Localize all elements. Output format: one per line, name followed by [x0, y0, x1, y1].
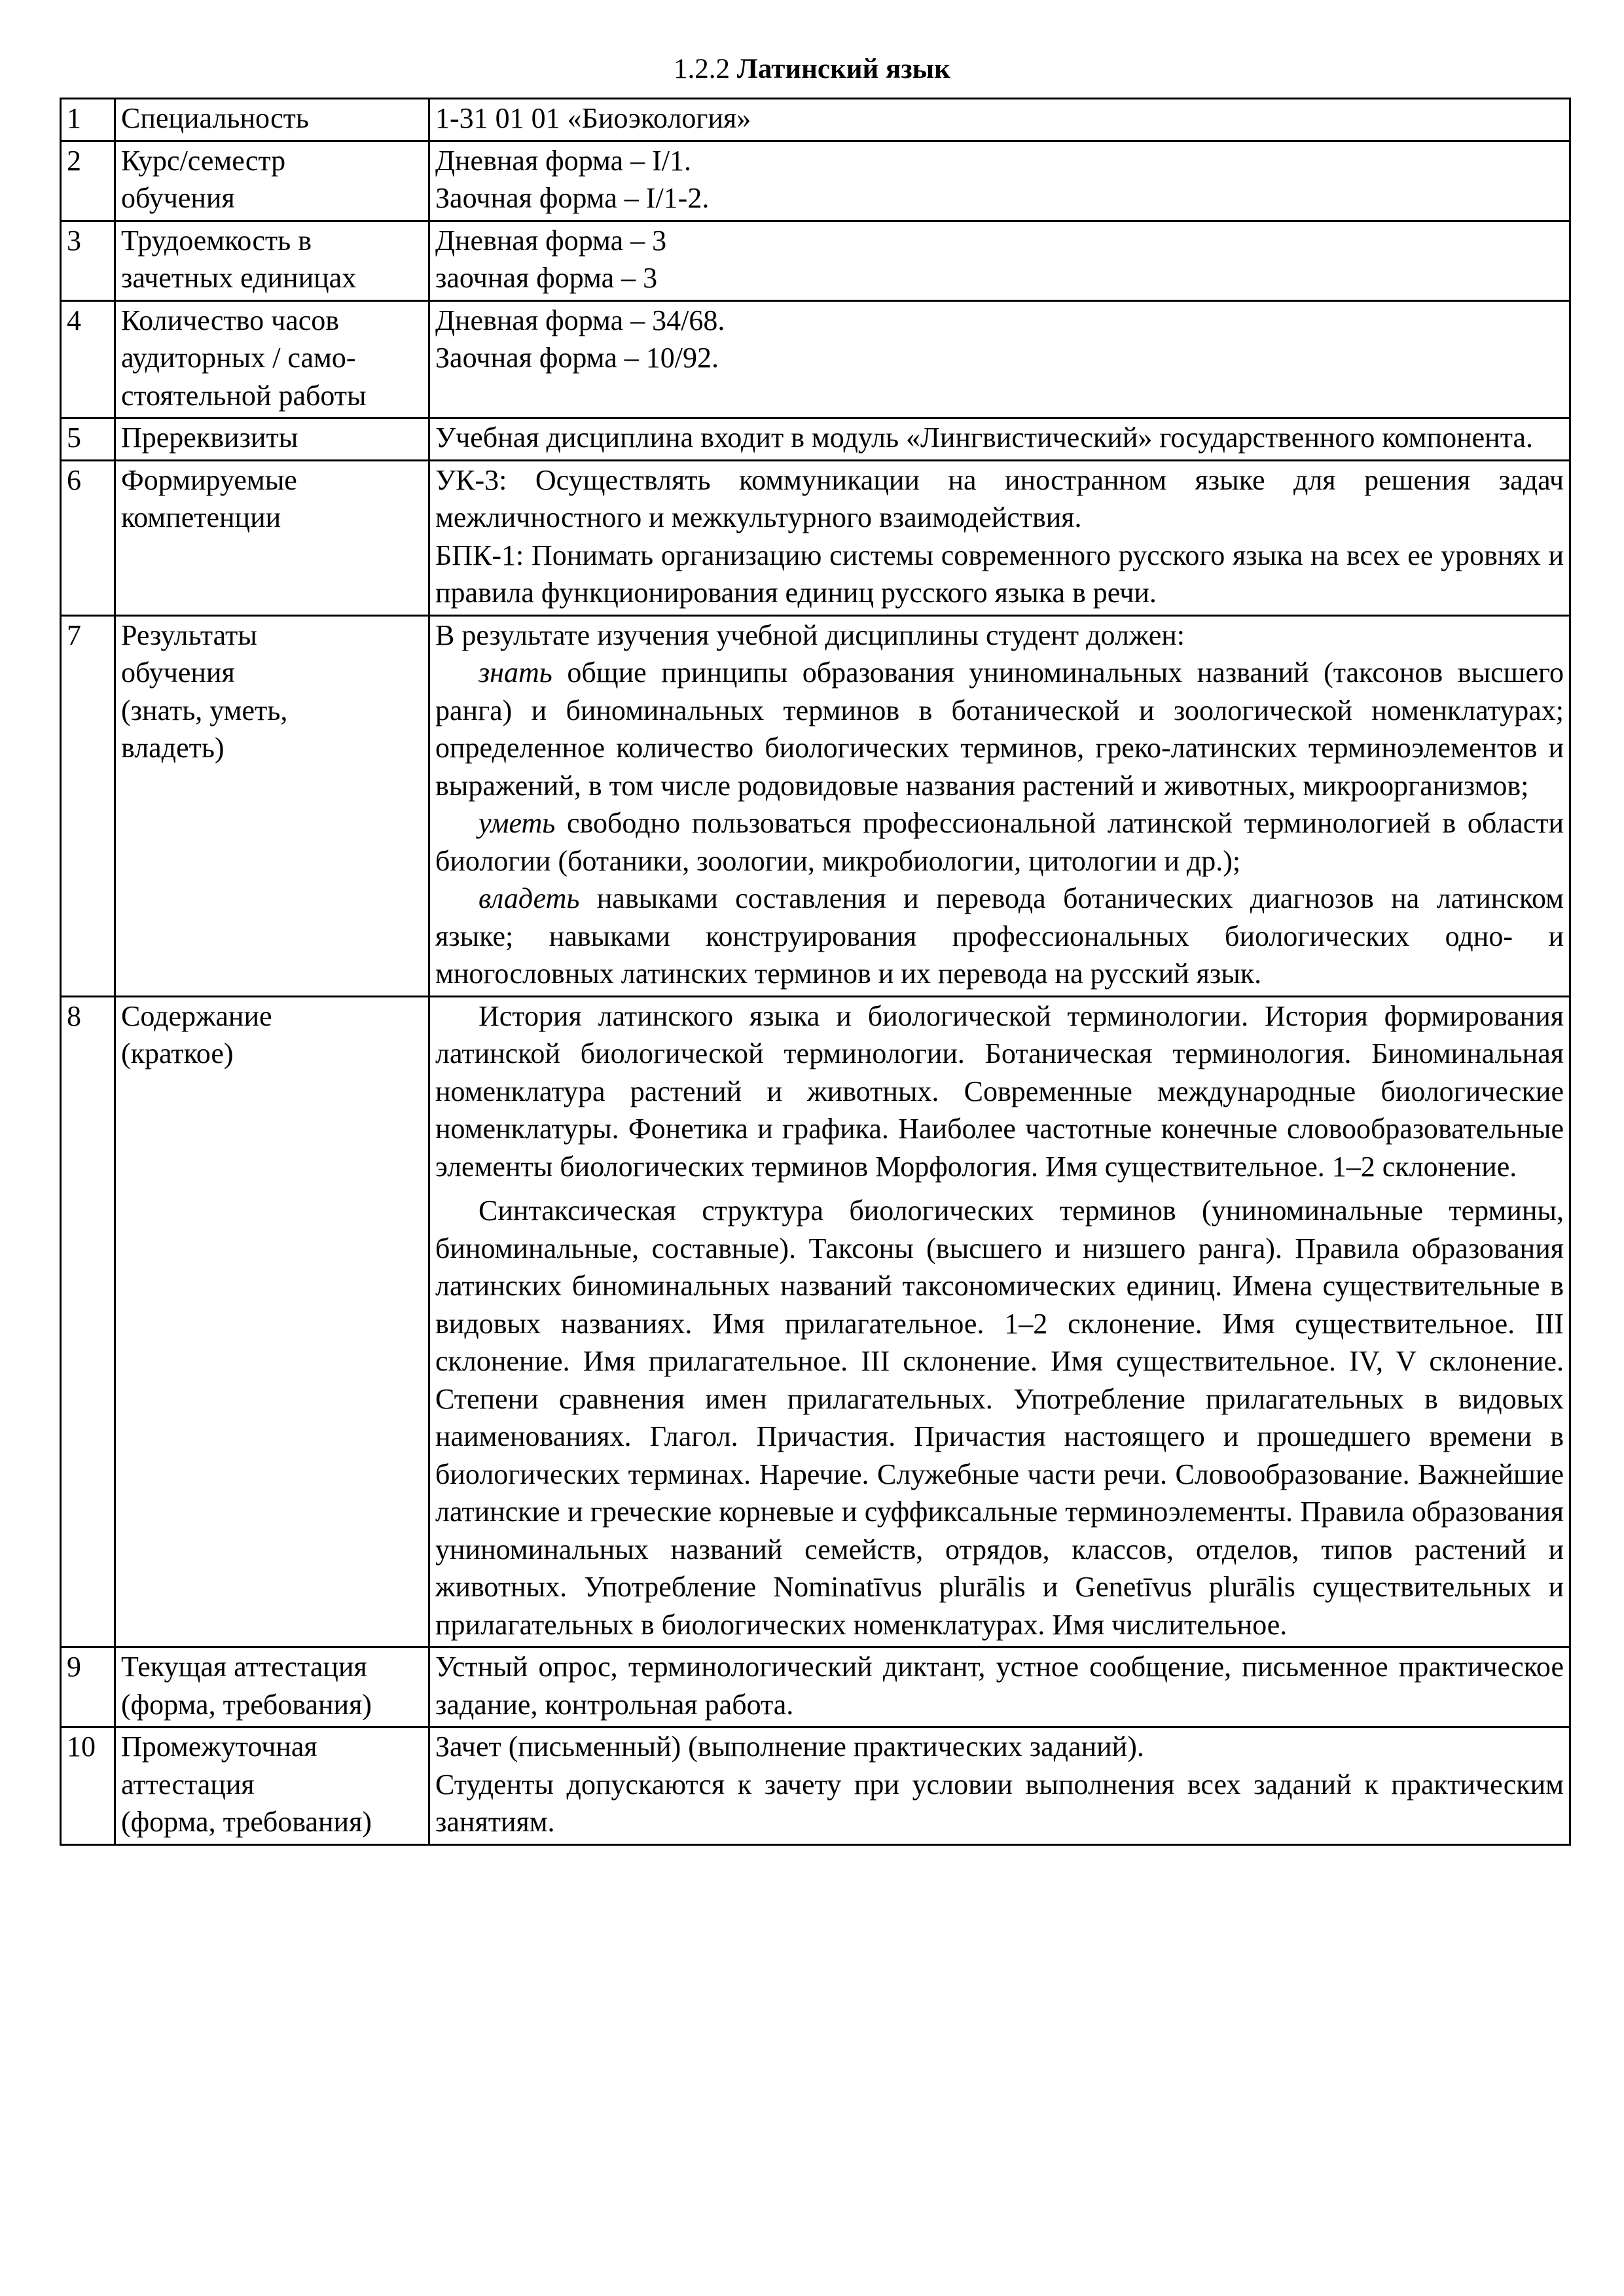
row-label: [115, 460, 429, 615]
term-can: уметь: [478, 807, 556, 839]
outcome-text: общие принципы образования униноминальных названий (таксонов высшего ранга) и биноминальных терминов в ботанической и зоологической номенклатурах; определенное количество биологических терминов, греко-латинских терминоэлементов и выражений, в том числе родовидовые названия растений и животных, микроорганизмов;: [435, 656, 1564, 802]
value-line: Дневная форма – I/1.: [435, 144, 691, 177]
outcome-can: [435, 804, 1564, 880]
row-value: [429, 615, 1570, 996]
table-row: [61, 996, 1570, 1647]
row-label: [115, 615, 429, 996]
row-number: 6: [61, 460, 115, 615]
label-line: Результаты: [121, 619, 257, 651]
label-line: (знать, уметь,: [121, 694, 288, 726]
term-know: знать: [478, 656, 552, 689]
row-value: [429, 1727, 1570, 1845]
row-value: [429, 460, 1570, 615]
outcome-know: [435, 654, 1564, 804]
row-number: 9: [61, 1647, 115, 1727]
label-line: Промежуточная: [121, 1731, 317, 1763]
content-paragraph: История латинского языка и биологической терминологии. История формирования латинской биологической терминологии. Ботаническая терминология. Биноминальная номенклатура растений и животных. Современные международные биологические номенклатуры. Фонетика и графика. Наиболее частотные конечные словообразовательные элементы биологических терминов Морфология. Имя существительное. 1–2 склонение.: [435, 999, 1564, 1183]
value-paragraph: Устный опрос, терминологический диктант, устное сообщение, письменное практическое задание, контрольная работа.: [435, 1651, 1564, 1721]
table-row: [61, 418, 1570, 461]
section-number: 1.2.2: [674, 54, 731, 84]
competence-uk3: УК-3: Осуществлять коммуникации на иностранном языке для решения задач межличностного и межкультурного взаимодействия.: [435, 463, 1564, 533]
row-number: 10: [61, 1727, 115, 1845]
label-line: зачетных единицах: [121, 262, 357, 294]
row-label: [115, 1647, 429, 1727]
row-number: 5: [61, 418, 115, 461]
value-line: Заочная форма – 10/92.: [435, 342, 719, 374]
label-line: Содержание: [121, 999, 272, 1032]
value-line: заочная форма – 3: [435, 262, 658, 294]
label-line: аудиторных / само-: [121, 342, 356, 374]
row-label: [115, 221, 429, 300]
table-row: [61, 221, 1570, 300]
row-number: 1: [61, 99, 115, 141]
value-paragraph: Студенты допускаются к зачету при условии выполнения всех заданий к практическим занятиям.: [435, 1768, 1564, 1838]
row-value: [429, 99, 1570, 141]
discipline-table: [60, 98, 1571, 1846]
label-line: Формируемые: [121, 463, 297, 496]
table-row: [61, 99, 1570, 141]
row-number: 2: [61, 141, 115, 221]
table-row: [61, 1647, 1570, 1727]
label-line: стоятельной работы: [121, 379, 367, 412]
content-paragraph: Синтаксическая структура биологических терминов (униноминальные термины, биноминальные, составные). Таксоны (высшего и низшего ранга). Правила образования латинских биноминальных названий таксономических единиц. Имена существительные в видовых названиях. Имя прилагательное. 1–2 склонение. Имя существительное. III склонение. Имя прилагательное. III склонение. Имя существительное. IV, V склонение. Степени сравнения имен прилагательных. Употребление прилагательных в видовых наименованиях. Глагол. Причастия. Причастия настоящего и прошедшего времени в биологических терминах. Наречие. Служебные части речи. Словообразование. Важнейшие латинские и греческие корневые и суффиксальные терминоэлементы. Правила образования униноминальных названий семейств, отрядов, классов, отделов, типов растений и животных. Употребление Nominatīvus plurālis и Genetīvus plurālis существительных и прилагательных в биологических номенклатурах. Имя числительное.: [435, 1194, 1564, 1641]
row-value: [429, 1647, 1570, 1727]
outcome-text: навыками составления и перевода ботанических диагнозов на латинском языке; навыками конструирования профессиональных биологических одно- и многословных латинских терминов и их перевода на русский язык.: [435, 882, 1564, 990]
label-line: Текущая аттестация: [121, 1651, 367, 1683]
row-label: [115, 996, 429, 1647]
value-line: Дневная форма – 3: [435, 224, 667, 257]
outcome-text: свободно пользоваться профессиональной латинской терминологией в области биологии (ботаники, зоологии, микробиологии, цитологии и др.);: [435, 807, 1564, 877]
row-value: [429, 300, 1570, 418]
value-line: Заочная форма – I/1-2.: [435, 182, 710, 214]
row-label: [115, 1727, 429, 1845]
label-line: (краткое): [121, 1037, 234, 1069]
row-value: [429, 141, 1570, 221]
competence-bpk1: БПК-1: Понимать организацию системы современного русского языка на всех ее уровнях и правила функционирования единиц русского языка в речи.: [435, 539, 1564, 609]
row-label: [115, 99, 429, 141]
row-label: [115, 418, 429, 461]
row-number: 4: [61, 300, 115, 418]
label-line: обучения: [121, 656, 235, 689]
row-label: [115, 300, 429, 418]
row-value: [429, 221, 1570, 300]
outcomes-intro: В результате изучения учебной дисциплины студент должен:: [435, 619, 1185, 651]
table-row: [61, 300, 1570, 418]
row-number: 8: [61, 996, 115, 1647]
label-line: обучения: [121, 182, 235, 214]
value-paragraph: Учебная дисциплина входит в модуль «Лингвистический» государственного компонента.: [435, 422, 1533, 454]
outcome-master: [435, 880, 1564, 993]
label-line: Пререквизиты: [121, 422, 298, 454]
term-master: владеть: [478, 882, 580, 914]
row-value: [429, 996, 1570, 1647]
label-line: Количество часов: [121, 304, 340, 336]
value-line: Зачет (письменный) (выполнение практических заданий).: [435, 1731, 1144, 1763]
label-line: владеть): [121, 732, 225, 764]
label-line: Трудоемкость в: [121, 224, 312, 257]
row-number: 3: [61, 221, 115, 300]
table-row: [61, 460, 1570, 615]
label-line: (форма, требования): [121, 1806, 372, 1838]
page-title: [0, 50, 1624, 89]
label-line: Специальность: [121, 102, 309, 134]
row-value: [429, 418, 1570, 461]
table-row: [61, 141, 1570, 221]
value-line: 1-31 01 01 «Биоэкология»: [435, 102, 751, 134]
label-line: аттестация: [121, 1768, 255, 1801]
table-row: [61, 615, 1570, 996]
label-line: компетенции: [121, 501, 281, 533]
section-name: Латинский язык: [736, 54, 950, 84]
value-line: Дневная форма – 34/68.: [435, 304, 725, 336]
row-number: 7: [61, 615, 115, 996]
table-row: [61, 1727, 1570, 1845]
label-line: Курс/семестр: [121, 144, 286, 177]
label-line: (форма, требования): [121, 1688, 372, 1721]
row-label: [115, 141, 429, 221]
